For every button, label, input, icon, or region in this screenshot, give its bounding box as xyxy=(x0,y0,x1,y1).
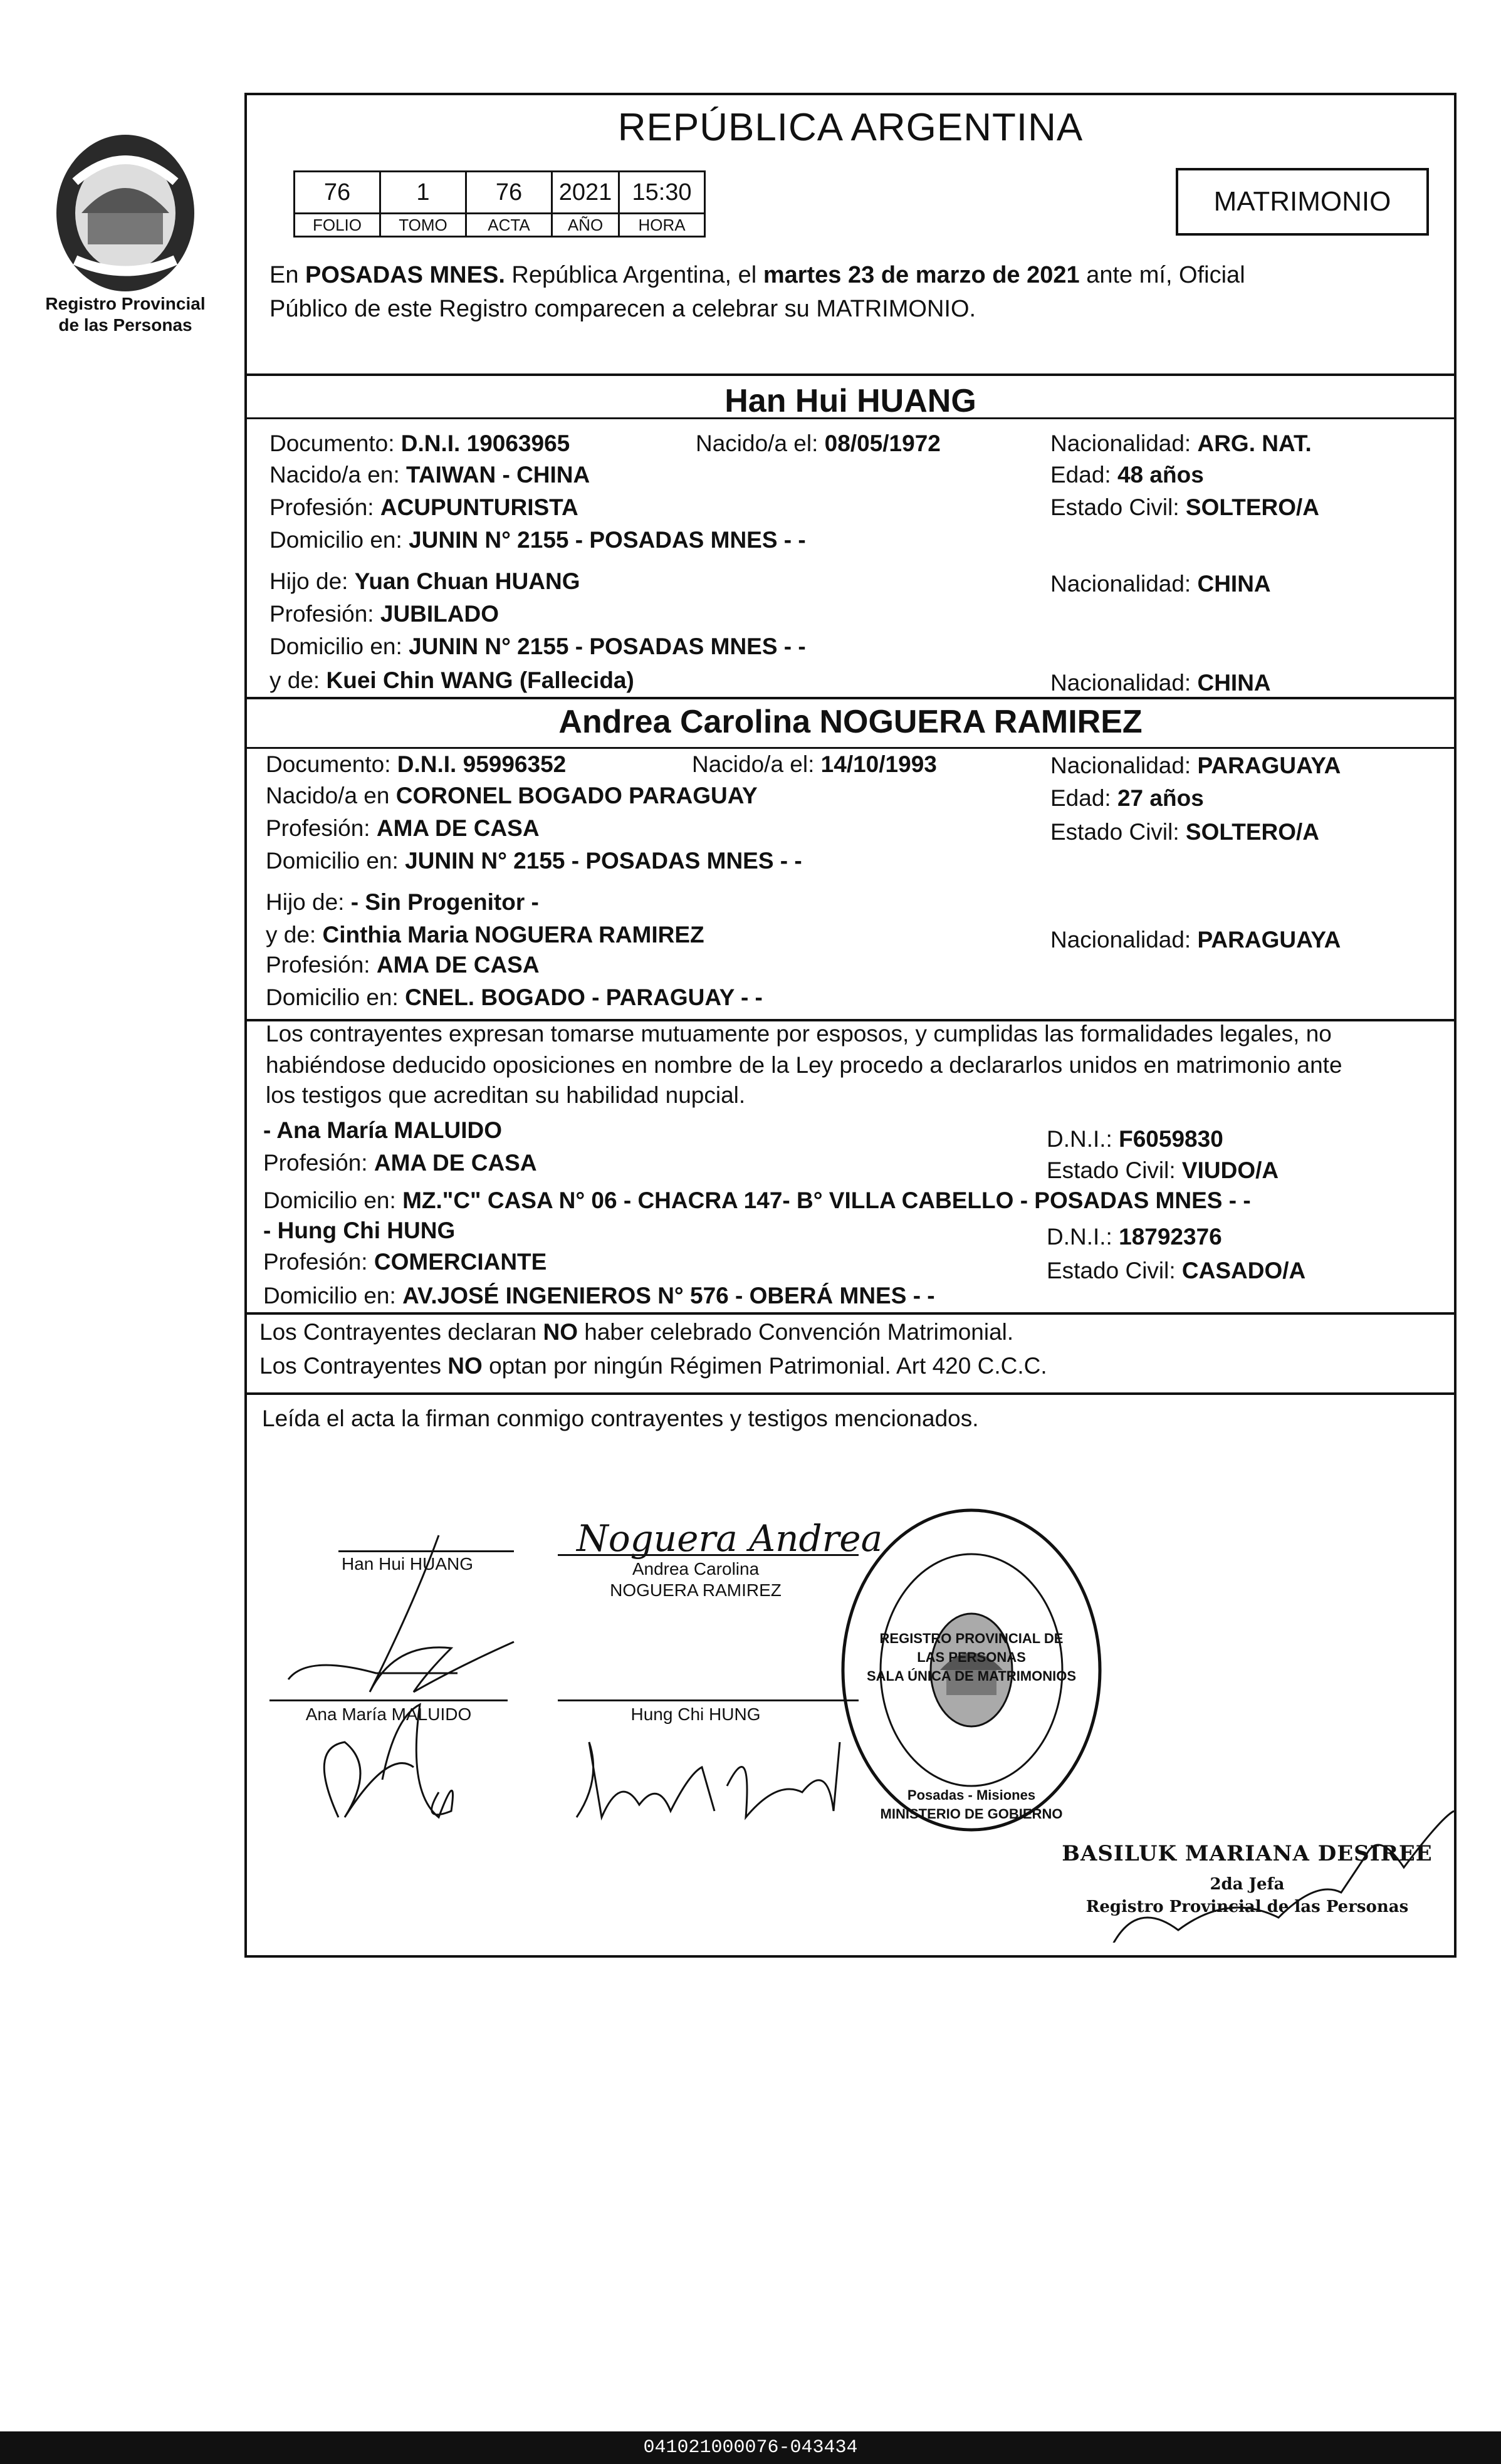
groom-born-in-label: Nacido/a en: xyxy=(269,462,407,488)
intro-line-1 xyxy=(269,259,1245,291)
witness1-prof-value: AMA DE CASA xyxy=(374,1150,537,1176)
groom-age-label: Edad: xyxy=(1050,462,1117,488)
bride-mother-nationality xyxy=(1050,926,1341,954)
witness2-address xyxy=(263,1282,935,1310)
seal-outer-text: REGISTRO PROVINCIAL DE LAS PERSONAS xyxy=(879,1631,1064,1665)
groom-mother-label: y de: xyxy=(269,667,327,693)
witness1-name xyxy=(263,1117,502,1144)
seal-text xyxy=(865,1629,1078,1824)
declaration-line-1: Los contrayentes expresan tomarse mutuamente por esposos, y cumplidas las formalidades legales, no xyxy=(266,1021,1332,1047)
witness1-prof-label: Profesión: xyxy=(263,1150,374,1176)
witness1-address xyxy=(263,1187,1251,1214)
official-name: BASILUK MARIANA DESIREE xyxy=(1062,1841,1433,1866)
bride-dom-label: Domicilio en: xyxy=(266,848,405,874)
groom-father-prof-value: JUBILADO xyxy=(380,601,499,627)
groom-father-prof-label: Profesión: xyxy=(269,601,380,627)
groom-father-address xyxy=(269,633,806,660)
groom-profession xyxy=(269,494,578,521)
declaration-line-2: habiéndose deducido oposiciones en nombre de la Ley procedo a declararlos unidos en matrimonio ante xyxy=(266,1052,1342,1078)
groom-father-nat-value: CHINA xyxy=(1197,571,1271,597)
bride-mother-dom-value: CNEL. BOGADO - PARAGUAY - - xyxy=(405,984,763,1010)
bride-mother-address xyxy=(266,984,763,1011)
groom-prof-value: ACUPUNTURISTA xyxy=(380,494,578,520)
bride-father-label: Hijo de: xyxy=(266,889,351,915)
witness2-dni-value: 18792376 xyxy=(1119,1224,1222,1250)
groom-father-profession xyxy=(269,600,499,628)
bride-father xyxy=(266,889,539,916)
witness2-prof-label: Profesión: xyxy=(263,1249,374,1275)
logo-caption-line1: Registro Provincial xyxy=(45,294,206,313)
divider-groom-end xyxy=(247,697,1454,699)
declaration-line-3: los testigos que acreditan su habilidad nupcial. xyxy=(266,1082,746,1108)
bride-signature-line xyxy=(558,1554,859,1556)
official-office: Registro Provincial de las Personas xyxy=(1085,1898,1409,1916)
groom-civil-value: SOLTERO/A xyxy=(1185,494,1320,520)
seal-ministry-text: MINISTERIO DE GOBIERNO xyxy=(880,1806,1063,1822)
bride-doc xyxy=(266,751,566,778)
groom-address xyxy=(269,526,806,554)
bride-born-on-value: 14/10/1993 xyxy=(820,751,937,777)
groom-born-on-label: Nacido/a el: xyxy=(696,431,825,456)
bride-father-value: - Sin Progenitor - xyxy=(350,889,539,915)
registry-table xyxy=(293,170,706,238)
witness2-dni xyxy=(1047,1223,1222,1251)
regime-l2-a: Los Contrayentes xyxy=(259,1353,448,1379)
groom-mother-nat-label: Nacionalidad: xyxy=(1050,670,1198,696)
witness2-signature-icon xyxy=(577,1742,840,1817)
bride-age xyxy=(1050,785,1204,812)
groom-age-value: 48 años xyxy=(1117,462,1204,488)
tomo-value: 1 xyxy=(380,172,466,214)
groom-born-on xyxy=(696,430,941,457)
bride-mother xyxy=(266,921,704,949)
folio-caption: FOLIO xyxy=(295,214,380,237)
hora-caption: HORA xyxy=(619,214,705,237)
groom-name: Han Hui HUANG xyxy=(724,383,976,419)
bride-mother-nat-label: Nacionalidad: xyxy=(1050,927,1198,953)
bride-age-label: Edad: xyxy=(1050,785,1117,811)
document-title: REPÚBLICA ARGENTINA xyxy=(617,106,1084,149)
groom-signature-caption: Han Hui HUANG xyxy=(341,1554,474,1574)
bride-doc-value: D.N.I. 95996352 xyxy=(397,751,567,777)
hora-value: 15:30 xyxy=(619,172,705,214)
bride-civil-status xyxy=(1050,818,1319,846)
seal-inner-text: SALA ÚNICA DE MATRIMONIOS xyxy=(866,1668,1077,1684)
groom-civil-label: Estado Civil: xyxy=(1050,494,1186,520)
groom-mother-nationality xyxy=(1050,669,1271,697)
witness1-civil-status xyxy=(1047,1157,1279,1184)
groom-mother xyxy=(269,667,634,694)
ano-caption: AÑO xyxy=(552,214,619,237)
witness1-dni-value: F6059830 xyxy=(1119,1126,1223,1152)
intro-part-e: ante mí, Oficial xyxy=(1079,262,1245,288)
divider-witnesses-end xyxy=(247,1312,1454,1315)
groom-nationality xyxy=(1050,430,1312,457)
groom-mother-value: Kuei Chin WANG (Fallecida) xyxy=(326,667,634,693)
groom-father-value: Yuan Chuan HUANG xyxy=(354,568,580,594)
bride-mother-prof-value: AMA DE CASA xyxy=(376,952,540,978)
witness1-profession xyxy=(263,1149,537,1177)
witness2-name-value: - Hung Chi HUNG xyxy=(263,1218,456,1243)
witness1-dom-label: Domicilio en: xyxy=(263,1188,403,1213)
bride-dom-value: JUNIN N° 2155 - POSADAS MNES - - xyxy=(405,848,802,874)
seal-place-text: Posadas - Misiones xyxy=(907,1787,1036,1803)
witness2-profession xyxy=(263,1248,547,1276)
groom-mother-nat-value: CHINA xyxy=(1197,670,1271,696)
groom-nat-label: Nacionalidad: xyxy=(1050,431,1198,456)
folio-value: 76 xyxy=(295,172,380,214)
bride-born-in xyxy=(266,782,758,810)
groom-father-nat-label: Nacionalidad: xyxy=(1050,571,1198,597)
groom-doc xyxy=(269,430,570,457)
witness1-dni xyxy=(1047,1125,1223,1153)
regime-line-2 xyxy=(259,1352,1047,1380)
bride-civil-value: SOLTERO/A xyxy=(1185,819,1320,845)
logo-caption xyxy=(25,293,226,336)
bride-nationality xyxy=(1050,752,1341,780)
witness2-dni-label: D.N.I.: xyxy=(1047,1224,1119,1250)
groom-father-dom-value: JUNIN N° 2155 - POSADAS MNES - - xyxy=(409,634,806,659)
groom-doc-label: Documento: xyxy=(269,431,401,456)
witness2-prof-value: COMERCIANTE xyxy=(374,1249,547,1275)
bride-nat-value: PARAGUAYA xyxy=(1197,753,1341,778)
intro-place: POSADAS MNES. xyxy=(305,262,505,288)
bride-signature-caption-1: Andrea Carolina xyxy=(632,1559,760,1579)
logo-caption-line2: de las Personas xyxy=(58,315,192,335)
bride-address xyxy=(266,847,802,875)
groom-father-dom-label: Domicilio en: xyxy=(269,634,409,659)
witness1-dom-value: MZ."C" CASA N° 06 - CHACRA 147- B° VILLA CABELLO - POSADAS MNES - - xyxy=(402,1188,1251,1213)
regime-l1-c: haber celebrado Convención Matrimonial. xyxy=(578,1319,1014,1345)
witness1-name-value: - Ana María MALUIDO xyxy=(263,1117,502,1143)
intro-date: martes 23 de marzo de 2021 xyxy=(763,262,1080,288)
bride-mother-dom-label: Domicilio en: xyxy=(266,984,405,1010)
groom-born-in xyxy=(269,461,590,489)
witness2-signature-line xyxy=(558,1699,859,1701)
bride-age-value: 27 años xyxy=(1117,785,1204,811)
bride-prof-value: AMA DE CASA xyxy=(376,815,540,841)
witness2-dom-value: AV.JOSÉ INGENIEROS N° 576 - OBERÁ MNES - - xyxy=(402,1283,935,1308)
groom-dom-value: JUNIN N° 2155 - POSADAS MNES - - xyxy=(409,527,806,553)
regime-l1-a: Los Contrayentes declaran xyxy=(259,1319,543,1345)
regime-line-1 xyxy=(259,1318,1013,1346)
groom-born-on-value: 08/05/1972 xyxy=(824,431,941,456)
regime-l2-no: NO xyxy=(447,1353,483,1379)
bride-born-in-value: CORONEL BOGADO PARAGUAY xyxy=(395,783,758,808)
footer-code: 041021000076-043434 xyxy=(0,2431,1501,2464)
divider-bride-name xyxy=(247,747,1454,749)
acta-caption: ACTA xyxy=(466,214,552,237)
acta-value: 76 xyxy=(466,172,552,214)
bride-signature-caption-2: NOGUERA RAMIREZ xyxy=(610,1580,782,1600)
regime-l2-c: optan por ningún Régimen Patrimonial. Art 420 C.C.C. xyxy=(482,1353,1047,1379)
bride-name: Andrea Carolina NOGUERA RAMIREZ xyxy=(558,704,1143,740)
groom-prof-label: Profesión: xyxy=(269,494,380,520)
bride-born-on xyxy=(692,751,937,778)
bride-born-in-label: Nacido/a en xyxy=(266,783,396,808)
divider-intro xyxy=(247,373,1454,376)
witness2-dom-label: Domicilio en: xyxy=(263,1283,403,1308)
closing-statement: Leída el acta la firman conmigo contrayentes y testigos mencionados. xyxy=(262,1406,979,1431)
act-type-box: MATRIMONIO xyxy=(1176,168,1429,236)
witness1-dni-label: D.N.I.: xyxy=(1047,1126,1119,1152)
bride-civil-label: Estado Civil: xyxy=(1050,819,1186,845)
witness2-name xyxy=(263,1217,455,1245)
witness1-civil-label: Estado Civil: xyxy=(1047,1157,1182,1183)
groom-nat-value: ARG. NAT. xyxy=(1197,431,1312,456)
regime-l1-no: NO xyxy=(543,1319,578,1345)
witness2-civil-status xyxy=(1047,1257,1305,1285)
intro-part-a: En xyxy=(269,262,306,288)
witness1-signature-line xyxy=(269,1699,508,1701)
bride-mother-profession xyxy=(266,951,540,979)
ano-value: 2021 xyxy=(552,172,619,214)
official-role: 2da Jefa xyxy=(1210,1875,1285,1894)
witness1-signature-caption: Ana María MALUIDO xyxy=(305,1704,472,1724)
bride-prof-label: Profesión: xyxy=(266,815,377,841)
groom-age xyxy=(1050,461,1204,489)
bride-profession xyxy=(266,815,540,842)
bride-born-on-label: Nacido/a el: xyxy=(692,751,821,777)
groom-father-nationality xyxy=(1050,570,1271,598)
witness1-civil-value: VIUDO/A xyxy=(1181,1157,1279,1183)
groom-doc-value: D.N.I. 19063965 xyxy=(400,431,570,456)
intro-part-c: República Argentina, el xyxy=(505,262,763,288)
bride-mother-nat-value: PARAGUAYA xyxy=(1197,927,1341,953)
groom-dom-label: Domicilio en: xyxy=(269,527,409,553)
groom-signature-line xyxy=(338,1550,514,1552)
witness2-civil-value: CASADO/A xyxy=(1181,1258,1306,1283)
witness2-signature-caption: Hung Chi HUNG xyxy=(630,1704,761,1724)
bride-mother-prof-label: Profesión: xyxy=(266,952,377,978)
groom-father xyxy=(269,568,580,595)
bride-mother-label: y de: xyxy=(266,922,323,947)
groom-civil-status xyxy=(1050,494,1319,521)
intro-line-2: Público de este Registro comparecen a celebrar su MATRIMONIO. xyxy=(269,296,976,322)
bride-handwriting: Noguera Andrea xyxy=(577,1517,883,1560)
bride-nat-label: Nacionalidad: xyxy=(1050,753,1198,778)
bride-doc-label: Documento: xyxy=(266,751,397,777)
groom-born-in-value: TAIWAN - CHINA xyxy=(406,462,590,488)
groom-father-label: Hijo de: xyxy=(269,568,355,594)
witness2-civil-label: Estado Civil: xyxy=(1047,1258,1182,1283)
tomo-caption: TOMO xyxy=(380,214,466,237)
official-stamp xyxy=(1059,1841,1435,1916)
bride-mother-value: Cinthia Maria NOGUERA RAMIREZ xyxy=(322,922,704,947)
